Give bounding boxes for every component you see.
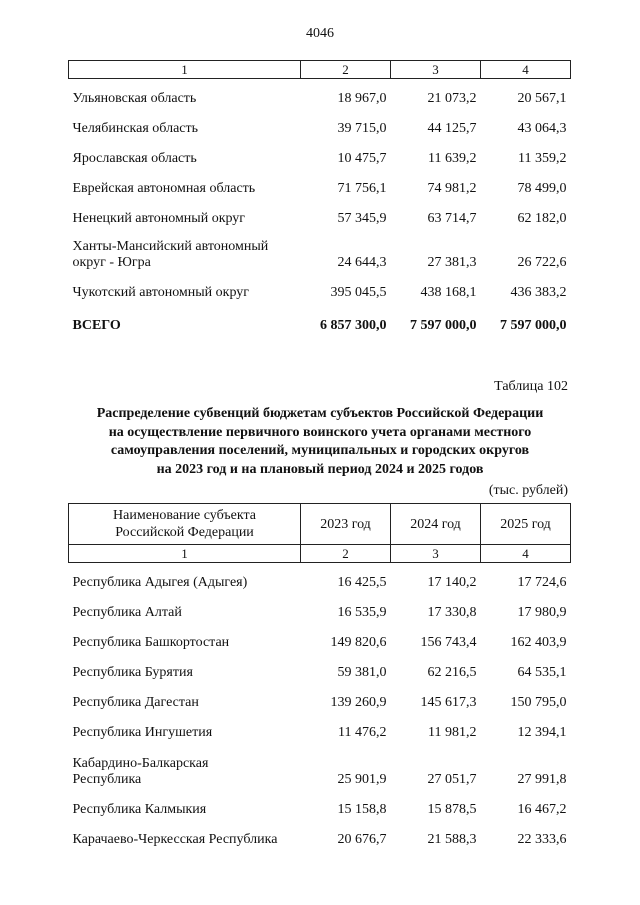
total-2023: 6 857 300,0	[320, 318, 387, 333]
region-name: Республика Адыгея (Адыгея)	[72, 575, 248, 590]
value-2025: 20 567,1	[517, 91, 567, 106]
region-name: Республика Башкортостан	[72, 635, 230, 650]
value-2024: 17 140,2	[427, 575, 477, 590]
region-name: Челябинская область	[72, 121, 198, 136]
table-row	[69, 820, 571, 850]
top-table	[68, 60, 571, 336]
value-2025: 64 535,1	[517, 665, 567, 680]
region-name-line: округ - Югра	[72, 255, 151, 270]
column-number: 1	[69, 545, 301, 563]
value-2025: 22 333,6	[517, 832, 567, 847]
region-name: Республика Бурятия	[72, 665, 193, 680]
value-2023: 25 901,9	[337, 772, 387, 787]
value-2024: 145 617,3	[420, 695, 477, 710]
value-2024: 11 981,2	[428, 725, 477, 740]
value-2023: 139 260,9	[330, 695, 387, 710]
table-row	[69, 229, 571, 273]
table-row	[69, 79, 571, 110]
value-2025: 62 182,0	[517, 211, 567, 226]
value-2025: 150 795,0	[510, 695, 567, 710]
table-row	[69, 790, 571, 820]
column-number: 4	[481, 545, 571, 563]
total-label: ВСЕГО	[72, 318, 121, 333]
value-2024: 438 168,1	[420, 285, 477, 300]
header-row	[69, 504, 571, 545]
value-2024: 63 714,7	[427, 211, 477, 226]
region-name-line: Ханты-Мансийский автономный	[72, 239, 269, 254]
value-2024: 44 125,7	[427, 121, 477, 136]
region-name: Ненецкий автономный округ	[72, 211, 246, 226]
column-number: 4	[481, 61, 571, 79]
total-2024: 7 597 000,0	[410, 318, 477, 333]
table-row	[69, 109, 571, 139]
value-2024: 27 381,3	[427, 255, 477, 270]
page-number: 4046	[306, 26, 334, 41]
value-2023: 20 676,7	[337, 832, 387, 847]
value-2024: 62 216,5	[427, 665, 477, 680]
value-2023: 11 476,2	[338, 725, 387, 740]
value-2023: 10 475,7	[337, 151, 387, 166]
region-name: Республика Алтай	[72, 605, 182, 620]
bottom-table	[68, 503, 571, 850]
column-number-row	[69, 61, 571, 79]
value-2023: 18 967,0	[337, 91, 387, 106]
table-row	[69, 563, 571, 594]
units-label: (тыс. рублей)	[488, 483, 568, 498]
value-2025: 26 722,6	[517, 255, 567, 270]
table-row	[69, 683, 571, 713]
column-number: 3	[391, 61, 481, 79]
value-2024: 27 051,7	[427, 772, 477, 787]
header-name-line: Российской Федерации	[115, 525, 254, 540]
table-row	[69, 273, 571, 303]
value-2024: 11 639,2	[428, 151, 477, 166]
value-2023: 16 535,9	[337, 605, 387, 620]
table-row	[69, 743, 571, 790]
value-2025: 436 383,2	[510, 285, 567, 300]
value-2025: 17 980,9	[517, 605, 567, 620]
value-2023: 16 425,5	[337, 575, 387, 590]
column-number: 2	[301, 61, 391, 79]
value-2025: 12 394,1	[517, 725, 567, 740]
table-title-line: на 2023 год и на плановый период 2024 и 2025 годов	[156, 461, 484, 477]
column-number-row	[69, 545, 571, 563]
value-2025: 27 991,8	[517, 772, 567, 787]
table-row	[69, 623, 571, 653]
value-2024: 21 588,3	[427, 832, 477, 847]
table-row	[69, 199, 571, 229]
value-2024: 21 073,2	[427, 91, 477, 106]
value-2023: 15 158,8	[337, 802, 387, 817]
table-title	[60, 405, 580, 479]
column-number: 3	[391, 545, 481, 563]
region-name-line: Кабардино-Балкарская	[72, 756, 209, 771]
region-name: Ульяновская область	[72, 91, 197, 106]
value-2023: 39 715,0	[337, 121, 387, 136]
value-2025: 17 724,6	[517, 575, 567, 590]
region-name	[69, 743, 301, 790]
total-row	[69, 303, 571, 336]
value-2024: 74 981,2	[427, 181, 477, 196]
value-2023: 149 820,6	[330, 635, 387, 650]
table-title-line: Распределение субвенций бюджетам субъектов Российской Федерации	[96, 406, 544, 421]
value-2024: 156 743,4	[420, 635, 477, 650]
value-2024: 15 878,5	[427, 802, 477, 817]
value-2025: 78 499,0	[517, 181, 567, 196]
value-2024: 17 330,8	[427, 605, 477, 620]
region-name: Республика Калмыкия	[72, 802, 207, 817]
value-2023: 59 381,0	[337, 665, 387, 680]
value-2025: 162 403,9	[510, 635, 567, 650]
value-2023: 71 756,1	[337, 181, 387, 196]
region-name	[69, 229, 301, 273]
value-2025: 11 359,2	[518, 151, 567, 166]
value-2025: 16 467,2	[517, 802, 567, 817]
region-name: Республика Ингушетия	[72, 725, 213, 740]
table-row	[69, 593, 571, 623]
table-row	[69, 653, 571, 683]
value-2025: 43 064,3	[517, 121, 567, 136]
table-title-line: на осуществление первичного воинского учета органами местного	[108, 424, 532, 440]
header-2023: 2023 год	[301, 504, 391, 545]
value-2023: 57 345,9	[337, 211, 387, 226]
value-2023: 395 045,5	[330, 285, 387, 300]
table-row	[69, 139, 571, 169]
region-name: Еврейская автономная область	[72, 181, 256, 196]
column-number: 1	[69, 61, 301, 79]
header-name	[69, 504, 301, 545]
header-2025: 2025 год	[481, 504, 571, 545]
header-2024: 2024 год	[391, 504, 481, 545]
region-name-line: Республика	[72, 772, 142, 787]
table-row	[69, 169, 571, 199]
table-row	[69, 713, 571, 743]
table-label: Таблица 102	[494, 379, 568, 394]
header-name-line: Наименование субъекта	[113, 508, 256, 523]
region-name: Республика Дагестан	[72, 695, 199, 710]
total-2025: 7 597 000,0	[500, 318, 567, 333]
value-2023: 24 644,3	[337, 255, 387, 270]
table-title-line: самоуправления поселений, муниципальных и городских округов	[110, 443, 530, 458]
region-name: Чукотский автономный округ	[72, 285, 250, 300]
column-number: 2	[301, 545, 391, 563]
region-name: Ярославская область	[72, 151, 197, 166]
region-name: Карачаево-Черкесская Республика	[72, 832, 278, 847]
